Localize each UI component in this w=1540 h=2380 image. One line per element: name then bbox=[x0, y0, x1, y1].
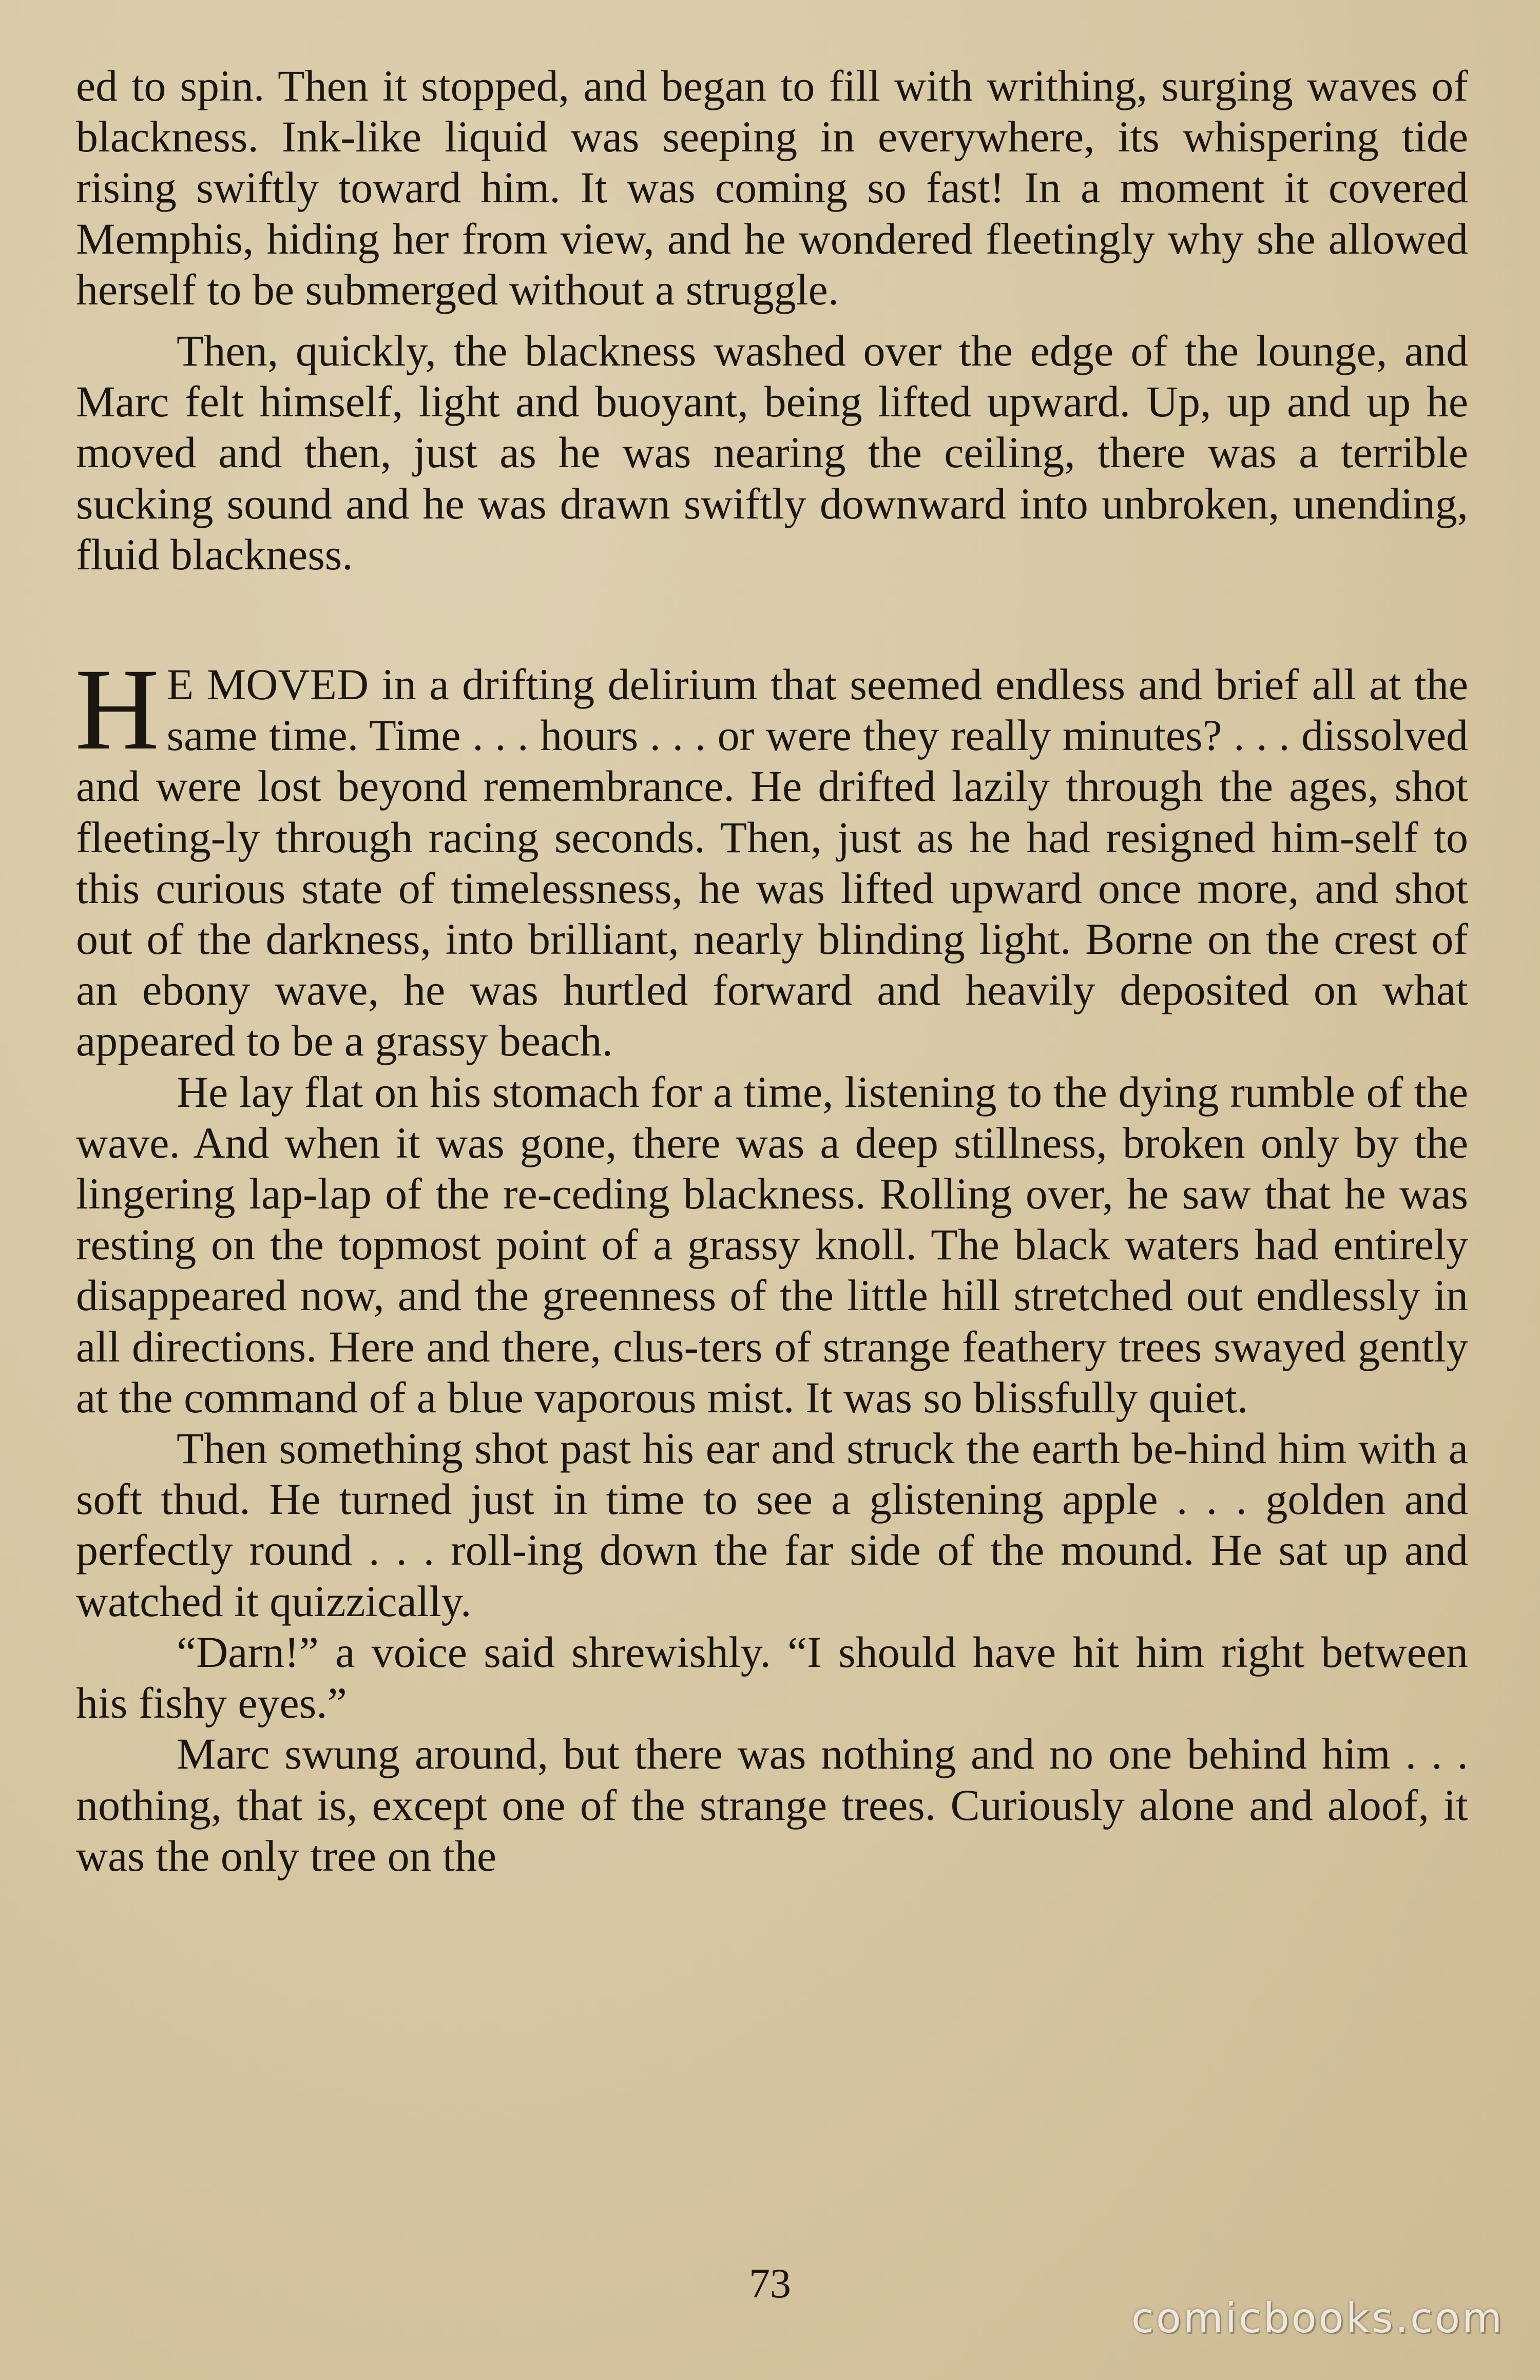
watermark: comicbooks.com bbox=[1131, 2294, 1504, 2342]
drop-cap: H bbox=[75, 645, 160, 775]
paragraph-3: E MOVED in a drifting delirium that seemed endless and brief all at the same time. Time . . . hours . . . or were they really minutes? . . . dissolved and were lost beyond remembrance. He drifted lazily through the ages, shot fleeting-ly through racing seconds. Then, just as he had resigned him-self to this curious state of timelessness, he was lifted upward once more, and shot out of the darkness, into brilliant, nearly blinding light. Borne on the crest of an ebony wave, he was hurtled forward and heavily deposited on what appeared to be a grassy beach. bbox=[76, 660, 1468, 1066]
page-body bbox=[76, 61, 1468, 1882]
paragraph-4: He lay flat on his stomach for a time, listening to the dying rumble of the wave. And when it was gone, there was a deep stillness, broken only by the lingering lap-lap of the re-ceding blackness. Rolling over, he saw that he was resting on the topmost point of a grassy knoll. The black waters had entirely disappeared now, and the greenness of the little hill stretched out endlessly in all directions. Here and there, clus-ters of strange feathery trees swayed gently at the command of a blue vaporous mist. It was so blissfully quiet. bbox=[76, 1067, 1468, 1422]
page-number: 73 bbox=[749, 2260, 791, 2307]
paragraph-2: Then, quickly, the blackness washed over the edge of the lounge, and Marc felt himself, light and buoyant, being lifted upward. Up, up and up he moved and then, just as he was nearing the ceiling, there was a terrible sucking sound and he was drawn swiftly downward into unbroken, unending, fluid blackness. bbox=[76, 326, 1468, 579]
paragraph-7: Marc swung around, but there was nothing and no one behind him . . . nothing, that is, except one of the strange trees. Curiously alone and aloof, it was the only tree on the bbox=[76, 1729, 1468, 1880]
paragraph-1: ed to spin. Then it stopped, and began to fill with writhing, surging waves of blackness. Ink-like liquid was seeping in everywhere, its whispering tide rising swiftly toward him. It was coming so fast! In a moment it covered Memphis, hiding her from view, and he wondered fleetingly why she allowed herself to be submerged without a struggle. bbox=[76, 61, 1468, 314]
section-start bbox=[75, 645, 1468, 1067]
paragraph-6: “Darn!” a voice said shrewishly. “I should have hit him right between his fishy eyes.” bbox=[76, 1627, 1468, 1728]
paragraph-5: Then something shot past his ear and struck the earth be-hind him with a soft thud. He turned just in time to see a glistening apple . . . golden and perfectly round . . . roll-ing down the far side of the mound. He sat up and watched it quizzically. bbox=[76, 1424, 1468, 1626]
